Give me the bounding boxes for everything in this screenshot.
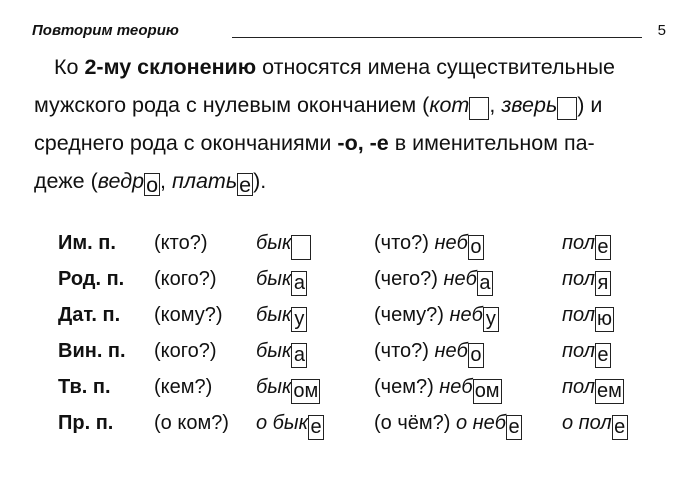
question: (о ком?) bbox=[154, 412, 229, 434]
word-stem: о неб bbox=[455, 412, 507, 434]
word-byk bbox=[256, 408, 324, 440]
text-span: Ко bbox=[54, 55, 85, 79]
ending-box: е bbox=[506, 415, 522, 440]
word-pole bbox=[562, 408, 628, 440]
word-pole bbox=[562, 300, 614, 332]
word-stem: о бык bbox=[256, 412, 309, 434]
word-byk bbox=[256, 228, 311, 260]
word-stem: бык bbox=[256, 340, 292, 362]
paragraph-line-4 bbox=[34, 162, 674, 200]
question: (что?) bbox=[374, 232, 435, 254]
question: (чем?) bbox=[374, 376, 440, 398]
header-rule bbox=[232, 37, 642, 38]
word-nebo bbox=[374, 408, 522, 440]
word-nebo bbox=[374, 372, 502, 404]
word-stem: бык bbox=[256, 268, 292, 290]
ending-box: у bbox=[483, 307, 499, 332]
question: (кому?) bbox=[154, 304, 223, 326]
text-span: среднего рода с окончаниями bbox=[34, 131, 338, 155]
case-name: Род. п. bbox=[58, 268, 125, 290]
word-byk bbox=[256, 264, 307, 296]
ending-box: е bbox=[595, 343, 611, 368]
ending-box: ю bbox=[596, 308, 612, 330]
table-row bbox=[58, 408, 658, 444]
word-pole bbox=[562, 336, 611, 368]
word-nebo bbox=[374, 228, 484, 260]
text-span: ). bbox=[253, 169, 267, 193]
text-span: в именительном па- bbox=[388, 131, 595, 155]
ending-box: я bbox=[595, 271, 611, 296]
bold-endings: -о, -е bbox=[337, 131, 389, 155]
example-word: ведр bbox=[97, 169, 145, 193]
question: (что?) bbox=[374, 340, 435, 362]
word-stem: неб bbox=[443, 268, 477, 290]
text-span: деже ( bbox=[34, 169, 98, 193]
word-pole bbox=[562, 228, 611, 260]
word-stem: пол bbox=[562, 340, 595, 362]
table-row bbox=[58, 372, 658, 408]
question: (кем?) bbox=[154, 376, 213, 398]
word-stem: пол bbox=[562, 304, 595, 326]
word-pole bbox=[562, 264, 611, 296]
ending-box: е bbox=[237, 173, 253, 196]
example-word: плать bbox=[172, 169, 238, 193]
question: (кого?) bbox=[154, 340, 217, 362]
table-row bbox=[58, 300, 658, 336]
ending-box: о bbox=[468, 343, 484, 368]
table-row bbox=[58, 264, 658, 300]
rule-paragraph bbox=[34, 48, 674, 200]
ending-box: ом bbox=[293, 380, 319, 402]
case-name: Вин. п. bbox=[58, 340, 126, 362]
question: (чему?) bbox=[374, 304, 450, 326]
text-span: мужского рода с нулевым окончанием ( bbox=[34, 93, 430, 117]
question: (о чём?) bbox=[374, 412, 456, 434]
bold-term: 2-му склонению bbox=[84, 55, 257, 79]
word-stem: бык bbox=[256, 304, 292, 326]
ending-box: е bbox=[595, 235, 611, 260]
word-stem: пол bbox=[562, 268, 595, 290]
word-byk bbox=[256, 336, 307, 368]
word-stem: неб bbox=[439, 376, 473, 398]
text-span: , bbox=[489, 93, 502, 117]
paragraph-line-3 bbox=[34, 124, 674, 162]
ending-box: а bbox=[477, 271, 493, 296]
text-span: ) и bbox=[577, 93, 603, 117]
ending-box-empty bbox=[291, 235, 311, 260]
example-word: зверь bbox=[501, 93, 558, 117]
case-name: Пр. п. bbox=[58, 412, 114, 434]
word-nebo bbox=[374, 264, 493, 296]
question: (кого?) bbox=[154, 268, 217, 290]
ending-box: е bbox=[308, 415, 324, 440]
case-name: Тв. п. bbox=[58, 376, 111, 398]
word-stem: пол bbox=[562, 232, 595, 254]
paragraph-line-2 bbox=[34, 86, 674, 124]
word-pole bbox=[562, 372, 624, 404]
ending-box: ом bbox=[474, 380, 500, 402]
ending-box: о bbox=[144, 173, 160, 196]
word-stem: бык bbox=[256, 232, 292, 254]
table-row bbox=[58, 336, 658, 372]
word-stem: бык bbox=[256, 376, 292, 398]
word-nebo bbox=[374, 300, 499, 332]
ending-box: а bbox=[291, 343, 307, 368]
word-stem: неб bbox=[434, 232, 468, 254]
section-title: Повторим теорию bbox=[32, 22, 179, 39]
text-span: , bbox=[160, 169, 172, 193]
ending-box: о bbox=[468, 235, 484, 260]
word-byk bbox=[256, 372, 320, 404]
page-number: 5 bbox=[657, 22, 666, 39]
case-name: Дат. п. bbox=[58, 304, 121, 326]
word-stem: неб bbox=[449, 304, 483, 326]
ending-box: а bbox=[291, 271, 307, 296]
question: (чего?) bbox=[374, 268, 444, 290]
ending-box: е bbox=[612, 415, 628, 440]
text-span: относятся имена существительные bbox=[256, 55, 616, 79]
word-nebo bbox=[374, 336, 484, 368]
example-word: кот bbox=[429, 93, 470, 117]
word-stem: пол bbox=[562, 376, 595, 398]
word-stem: о пол bbox=[562, 412, 612, 434]
declension-table bbox=[58, 228, 658, 444]
ending-box-empty bbox=[557, 97, 577, 120]
ending-box: ем bbox=[596, 380, 622, 402]
case-name: Им. п. bbox=[58, 232, 116, 254]
question: (кто?) bbox=[154, 232, 208, 254]
paragraph-line-1 bbox=[34, 48, 674, 86]
page-header bbox=[32, 22, 672, 44]
word-byk bbox=[256, 300, 307, 332]
ending-box-empty bbox=[469, 97, 489, 120]
table-row bbox=[58, 228, 658, 264]
word-stem: неб bbox=[434, 340, 468, 362]
ending-box: у bbox=[291, 307, 307, 332]
